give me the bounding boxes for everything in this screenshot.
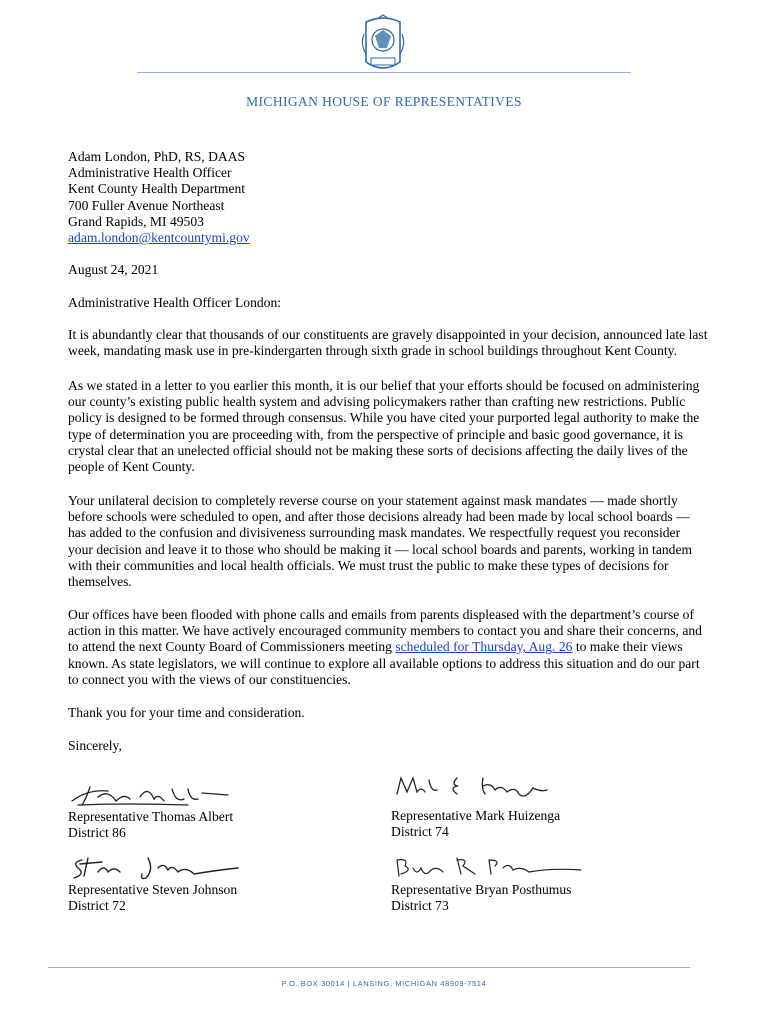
paragraph-4: [68, 607, 708, 688]
paragraph-4-text-end: to make their views known. As state legislators, we will continue to explore all available options to address this situation and do our part to connect you with the views of our constituencies.: [68, 639, 700, 687]
meeting-schedule-link[interactable]: scheduled for Thursday, Aug. 26: [395, 639, 573, 655]
signature-albert: [68, 779, 238, 809]
recipient-address: [68, 149, 708, 246]
paragraph-3: Your unilateral decision to completely reverse course on your statement against mask mandates — made shortly before schools were scheduled to open, and after those decisions already had been made by local school boards — has added to the confusion and divisiveness surrounding mask mandates. We respectfully request you reconsider your decision and leave it to those who should be making it — local school boards and parents, working in tandem with their communities and local health officials. We must trust the public to make these types of decisions for themselves.: [68, 493, 693, 590]
paragraph-1: It is abundantly clear that thousands of our constituents are gravely disappointed in your decision, announced late last week, mandating mask use in pre-kindergarten through sixth grade in school buildings throughout Kent County.: [68, 327, 708, 359]
closing-line: Sincerely,: [68, 738, 122, 753]
letter-date: August 24, 2021: [68, 262, 159, 277]
footer-rule: [48, 967, 690, 968]
signature-posthumus: [391, 852, 591, 882]
recipient-email-link[interactable]: adam.london@kentcountymi.gov: [68, 230, 250, 246]
recipient-title: Administrative Health Officer: [68, 165, 232, 181]
signatory-district: District 86: [68, 825, 126, 841]
recipient-street: 700 Fuller Avenue Northeast: [68, 197, 225, 213]
signature-block-huizenga: [391, 770, 561, 840]
thanks-line: Thank you for your time and consideration.: [68, 705, 305, 720]
michigan-state-seal-icon: [360, 14, 406, 76]
signature-johnson: [68, 852, 248, 882]
signatory-name: Representative Thomas Albert: [68, 809, 234, 824]
recipient-name: Adam London, PhD, RS, DAAS: [68, 149, 246, 164]
signature-block-johnson: [68, 852, 248, 914]
signatory-district: District 74: [391, 824, 449, 840]
signature-huizenga: [391, 770, 561, 808]
signatory-district: District 73: [391, 898, 449, 914]
paragraph-2: As we stated in a letter to you earlier this month, it is our belief that your efforts should be focused on administering our county’s existing public health system and advising policymakers rather than crafting new restrictions. Public policy is designed to be formed through consensus. While you have cited your purported legal authority to make the type of determination you are proceeding with, from the perspective of principle and basic good governance, it is crystal clear that an unelected official should not be making these sorts of decisions affecting the daily lives of the people of Kent County.: [68, 378, 700, 475]
letterhead-rule: [137, 72, 631, 73]
recipient-city: Grand Rapids, MI 49503: [68, 213, 204, 229]
paragraph-4-text-start: Our offices have been flooded with phone calls and emails from parents displeased with the department’s course of action in this matter. We have actively encouraged community members to contact you and share their concerns, and to attend the next County Board of Commissioners meeting: [68, 607, 702, 655]
signatory-district: District 72: [68, 898, 126, 914]
signatory-name: Representative Mark Huizenga: [391, 808, 561, 823]
signatory-name: Representative Steven Johnson: [68, 882, 238, 897]
salutation: Administrative Health Officer London:: [68, 295, 282, 310]
signature-block-posthumus: [391, 852, 591, 914]
letterhead-title: MICHIGAN HOUSE OF REPRESENTATIVES: [246, 94, 522, 109]
signature-block-albert: [68, 779, 238, 841]
recipient-department: Kent County Health Department: [68, 181, 246, 197]
footer-address: P.O. BOX 30014 | LANSING, MICHIGAN 48909-7514: [281, 979, 487, 988]
signatory-name: Representative Bryan Posthumus: [391, 882, 572, 897]
